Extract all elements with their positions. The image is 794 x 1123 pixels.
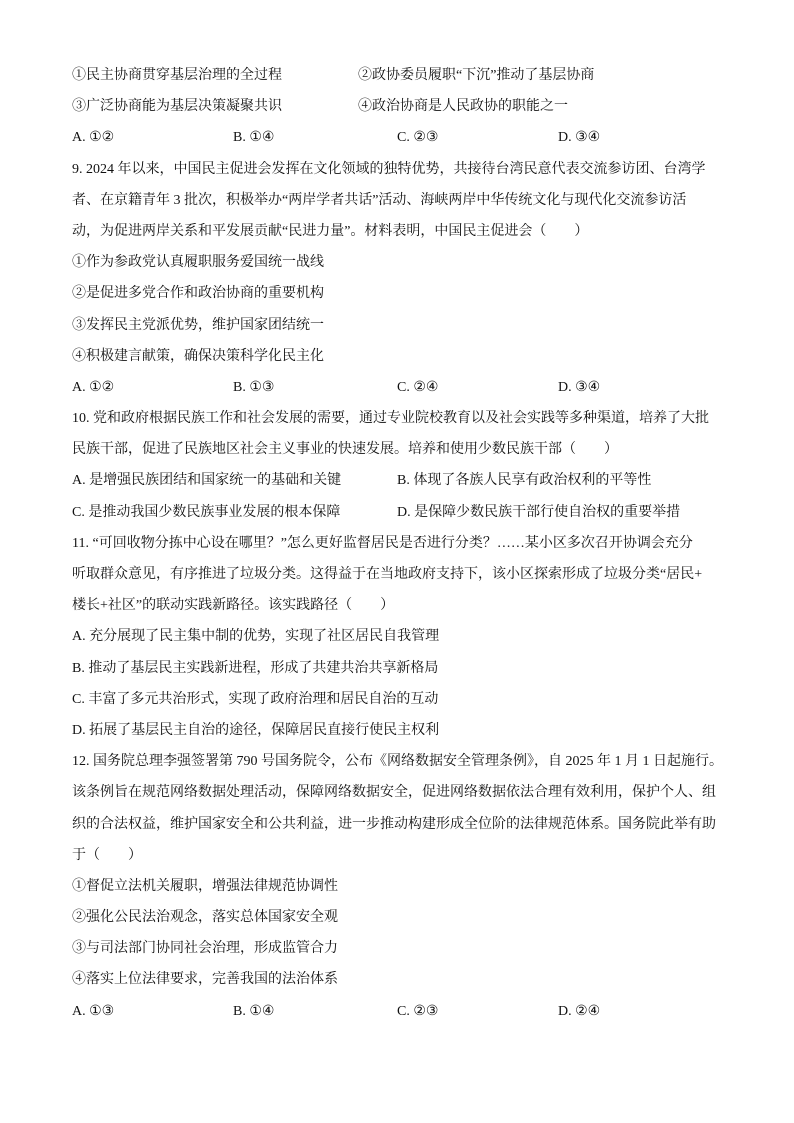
- statement-item-1: ①民主协商贯穿基层治理的全过程: [72, 68, 282, 83]
- answer-options-row: [72, 122, 794, 153]
- statement-item-3: ③与司法部门协同社会治理，形成监管合力: [72, 941, 338, 957]
- answer-option-a: A. 是增强民族团结和国家统一的基础和关键: [72, 473, 342, 489]
- answer-option-d: D. 拓展了基层民主自治的途径，保障居民直接行使民主权利: [72, 722, 440, 738]
- question-stem-line: 12. 国务院总理李强签署第 790 号国务院令，公布《网络数据安全管理条例》，自 2025 年 1 月 1 日起施行。: [72, 754, 723, 770]
- answer-option-c: C. ②④: [397, 379, 439, 395]
- statement-item-2: ②强化公民法治观念，落实总体国家安全观: [72, 910, 338, 926]
- statement-item-4: ④政治协商是人民政协的职能之一: [358, 99, 568, 115]
- answer-option-b: B. ①④: [233, 1003, 275, 1019]
- question-stem-line: 楼长+社区”的联动实践新路径。该实践路径（ ）: [72, 598, 395, 614]
- statement-item-3: ③发挥民主党派优势，维护国家团结统一: [72, 317, 324, 333]
- answer-option-a: A. 充分展现了民主集中制的优势，实现了社区居民自我管理: [72, 629, 440, 645]
- answer-option-a: A. ①③: [72, 1003, 115, 1019]
- answer-options-row: [72, 465, 794, 496]
- answer-options-row: [72, 372, 794, 403]
- answer-option-b: B. ①③: [233, 379, 275, 395]
- statement-item-1: ①作为参政党认真履职服务爱国统一战线: [72, 255, 324, 271]
- question-stem-line: 9. 2024 年以来，中国民主促进会发挥在文化领域的独特优势，共接待台湾民意代表交流参访团、台湾学: [72, 161, 706, 177]
- question-9: [72, 154, 794, 404]
- answer-options-row: [72, 996, 794, 1027]
- answer-option-c: C. 是推动我国少数民族事业发展的根本保障: [72, 504, 341, 520]
- question-stem-line: 11. “可回收物分拣中心设在哪里？”怎么更好监督居民是否进行分类？……某小区多次召开协调会充分: [72, 535, 693, 551]
- question-stem-line: 民族干部，促进了民族地区社会主义事业的快速发展。培养和使用少数民族干部（ ）: [72, 442, 618, 458]
- statement-item-4: ④积极建言献策，确保决策科学化民主化: [72, 348, 324, 364]
- answer-option-c: C. ②③: [397, 130, 439, 146]
- question-12: [72, 746, 794, 1027]
- answer-option-c: C. ②③: [397, 1003, 439, 1019]
- question-stem-line: 该条例旨在规范网络数据处理活动，保障网络数据安全，促进网络数据依法合理有效利用，保护个人、组: [72, 785, 716, 801]
- answer-option-a: A. ①②: [72, 130, 115, 146]
- statement-item-2: ②是促进多党合作和政治协商的重要机构: [72, 286, 324, 302]
- statement-row: [72, 60, 794, 91]
- statement-row: [72, 91, 794, 122]
- answer-option-b: B. 体现了各族人民享有政治权利的平等性: [397, 473, 652, 489]
- answer-option-d: D. 是保障少数民族干部行使自治权的重要举措: [397, 504, 681, 520]
- question-stem-line: 于（ ）: [72, 847, 142, 863]
- answer-option-d: D. ③④: [558, 379, 601, 395]
- statement-item-3: ③广泛协商能为基层决策凝聚共识: [72, 99, 282, 115]
- answer-option-d: D. ②④: [558, 1003, 601, 1019]
- question-stem-line: 者、在京籍青年 3 批次，积极举办“两岸学者共话”活动、海峡两岸中华传统文化与现代化交流参访活: [72, 192, 687, 208]
- answer-options-row: [72, 497, 794, 528]
- question-11: [72, 528, 794, 746]
- question-10: [72, 403, 794, 528]
- question-stem-line: 听取群众意见，有序推进了垃圾分类。这得益于在当地政府支持下，该小区探索形成了垃圾分类“居民+: [72, 567, 703, 582]
- question-stem-line: 动，为促进两岸关系和平发展贡献“民进力量”。材料表明，中国民主促进会（ ）: [72, 223, 589, 239]
- question-stem-line: 织的合法权益，维护国家安全和公共利益，进一步推动构建形成全位阶的法律规范体系。国务院此举有助: [72, 816, 716, 832]
- answer-option-d: D. ③④: [558, 130, 601, 146]
- answer-option-a: A. ①②: [72, 379, 115, 395]
- statement-item-2: ②政协委员履职“下沉”推动了基层协商: [358, 68, 595, 83]
- question-8-continued: [72, 60, 794, 154]
- answer-option-b: B. 推动了基层民主实践新进程，形成了共建共治共享新格局: [72, 660, 439, 676]
- statement-item-1: ①督促立法机关履职，增强法律规范协调性: [72, 878, 338, 894]
- answer-option-c: C. 丰富了多元共治形式，实现了政府治理和居民自治的互动: [72, 691, 439, 707]
- statement-item-4: ④落实上位法律要求，完善我国的法治体系: [72, 972, 338, 988]
- answer-option-b: B. ①④: [233, 130, 275, 146]
- question-stem-line: 10. 党和政府根据民族工作和社会发展的需要，通过专业院校教育以及社会实践等多种渠道，培养了大批: [72, 411, 709, 427]
